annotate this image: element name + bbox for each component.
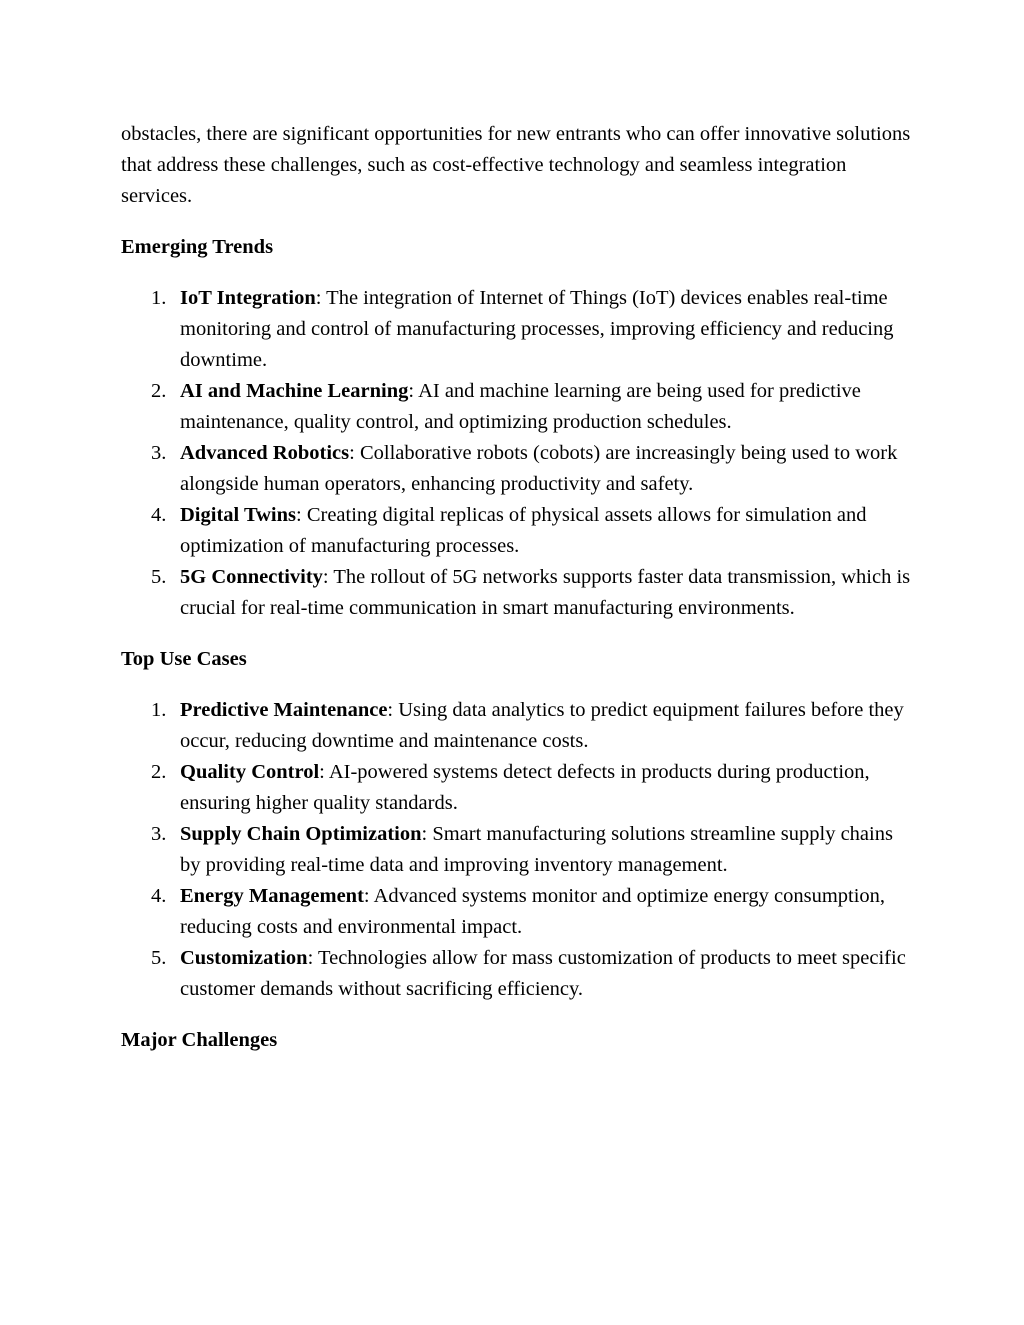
section-heading-major-challenges: Major Challenges: [121, 1029, 278, 1051]
list-text: : Creating digital replicas of physical assets allows for simulation and optimization of manufacturing processes.: [180, 504, 867, 557]
section-heading-emerging-trends: Emerging Trends: [121, 236, 274, 258]
list-text: : Advanced systems monitor and optimize energy consumption, reducing costs and environmental impact.: [180, 885, 886, 938]
list-item: [121, 376, 911, 438]
list-term: 5G Connectivity: [180, 566, 323, 588]
list-text: : The integration of Internet of Things (IoT) devices enables real-time monitoring and control of manufacturing processes, improving efficiency and reducing downtime.: [180, 287, 894, 371]
list-text: : AI and machine learning are being used for predictive maintenance, quality control, and optimizing production schedules.: [180, 380, 861, 433]
list-term: Quality Control: [180, 761, 320, 783]
list-item: [121, 881, 911, 943]
list-number: 5.: [151, 947, 167, 969]
list-term: Energy Management: [180, 885, 364, 907]
list-item: [121, 943, 911, 1005]
list-item: [121, 562, 911, 624]
list-text: : AI-powered systems detect defects in products during production, ensuring higher quality standards.: [180, 761, 870, 814]
list-number: 1.: [151, 287, 167, 309]
section-heading-top-use-cases: Top Use Cases: [121, 648, 247, 670]
list-item: [121, 819, 911, 881]
list-text: : Using data analytics to predict equipment failures before they occur, reducing downtime and maintenance costs.: [180, 699, 904, 752]
list-number: 5.: [151, 566, 167, 588]
top-use-cases-list: [121, 695, 911, 1005]
list-term: Advanced Robotics: [180, 442, 350, 464]
list-number: 4.: [151, 504, 167, 526]
list-term: Digital Twins: [180, 504, 297, 526]
list-item: [121, 438, 911, 500]
list-item: [121, 695, 911, 757]
list-number: 3.: [151, 442, 167, 464]
list-number: 1.: [151, 699, 167, 721]
list-text: : The rollout of 5G networks supports faster data transmission, which is crucial for real-time communication in smart manufacturing environments.: [180, 566, 911, 619]
list-term: Customization: [180, 947, 308, 969]
list-text: : Smart manufacturing solutions streamline supply chains by providing real-time data and improving inventory management.: [180, 823, 893, 876]
list-term: AI and Machine Learning: [180, 380, 409, 402]
list-number: 2.: [151, 761, 167, 783]
list-text: : Technologies allow for mass customization of products to meet specific customer demands without sacrificing efficiency.: [180, 947, 906, 1000]
list-text: : Collaborative robots (cobots) are increasingly being used to work alongside human operators, enhancing productivity and safety.: [180, 442, 898, 495]
list-number: 4.: [151, 885, 167, 907]
emerging-trends-list: [121, 283, 911, 624]
list-term: IoT Integration: [180, 287, 316, 309]
intro-paragraph: obstacles, there are significant opportunities for new entrants who can offer innovative solutions that address these challenges, such as cost-effective technology and seamless integration services.: [121, 123, 911, 207]
list-term: Predictive Maintenance: [180, 699, 388, 721]
list-item: [121, 283, 911, 376]
document-page: [121, 119, 911, 1076]
list-number: 3.: [151, 823, 167, 845]
list-term: Supply Chain Optimization: [180, 823, 422, 845]
list-number: 2.: [151, 380, 167, 402]
list-item: [121, 757, 911, 819]
list-item: [121, 500, 911, 562]
